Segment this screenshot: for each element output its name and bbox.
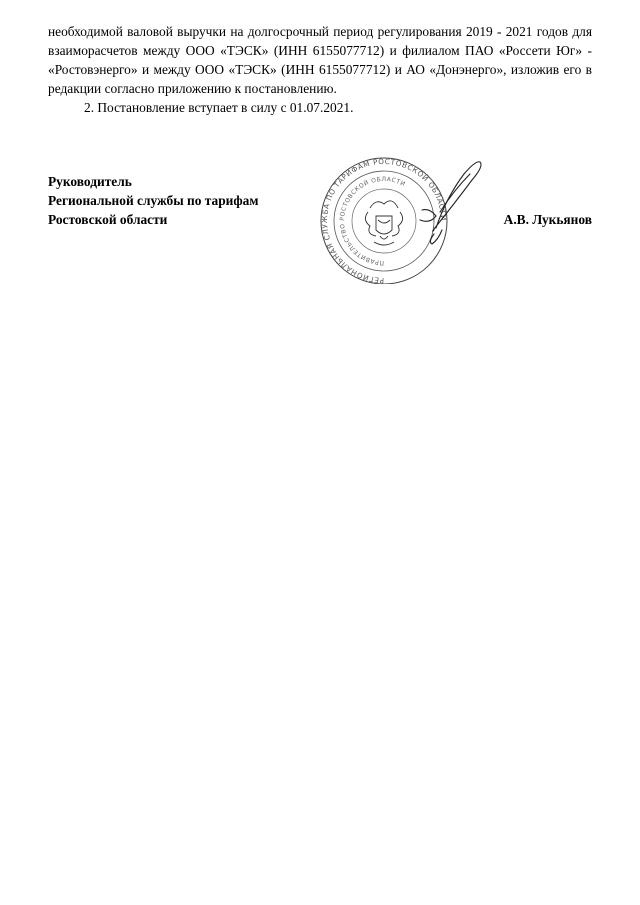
handwritten-signature-icon [420, 162, 481, 244]
paragraph-effective-date: 2. Постановление вступает в силу с 01.07.2021. [84, 100, 354, 115]
paragraph-continuation: необходимой валовой выручки на долгосрочный период регулирования 2019 - 2021 годов для взаиморасчетов между ООО «ТЭСК» (ИНН 6155077712) и филиалом ПАО «Россети Юг» - «Ростовэнерго» и между ООО «ТЭСК» (ИНН 6155077712) и АО «Донэнерго», изложив его в редакции согласно приложению к постановлению. [48, 24, 592, 96]
signer-title-line-2: Региональной службы по тарифам [48, 193, 259, 208]
svg-text:ПРАВИТЕЛЬСТВО РОСТОВСКОЙ ОБЛАС [339, 176, 406, 266]
coat-of-arms-icon [365, 201, 402, 245]
signer-title-line-1: Руководитель [48, 174, 132, 189]
official-stamp-icon [318, 150, 498, 284]
signer-name: А.В. Лукьянов [503, 212, 592, 227]
document-body [48, 22, 592, 117]
stamp-outer-text: РЕГИОНАЛЬНАЯ СЛУЖБА ПО ТАРИФАМ РОСТОВСКОЙ ОБЛАСТИ [319, 156, 449, 284]
stamp-inner-text: ПРАВИТЕЛЬСТВО РОСТОВСКОЙ ОБЛАСТИ [339, 175, 407, 267]
signer-title-line-3: Ростовской области [48, 212, 168, 227]
